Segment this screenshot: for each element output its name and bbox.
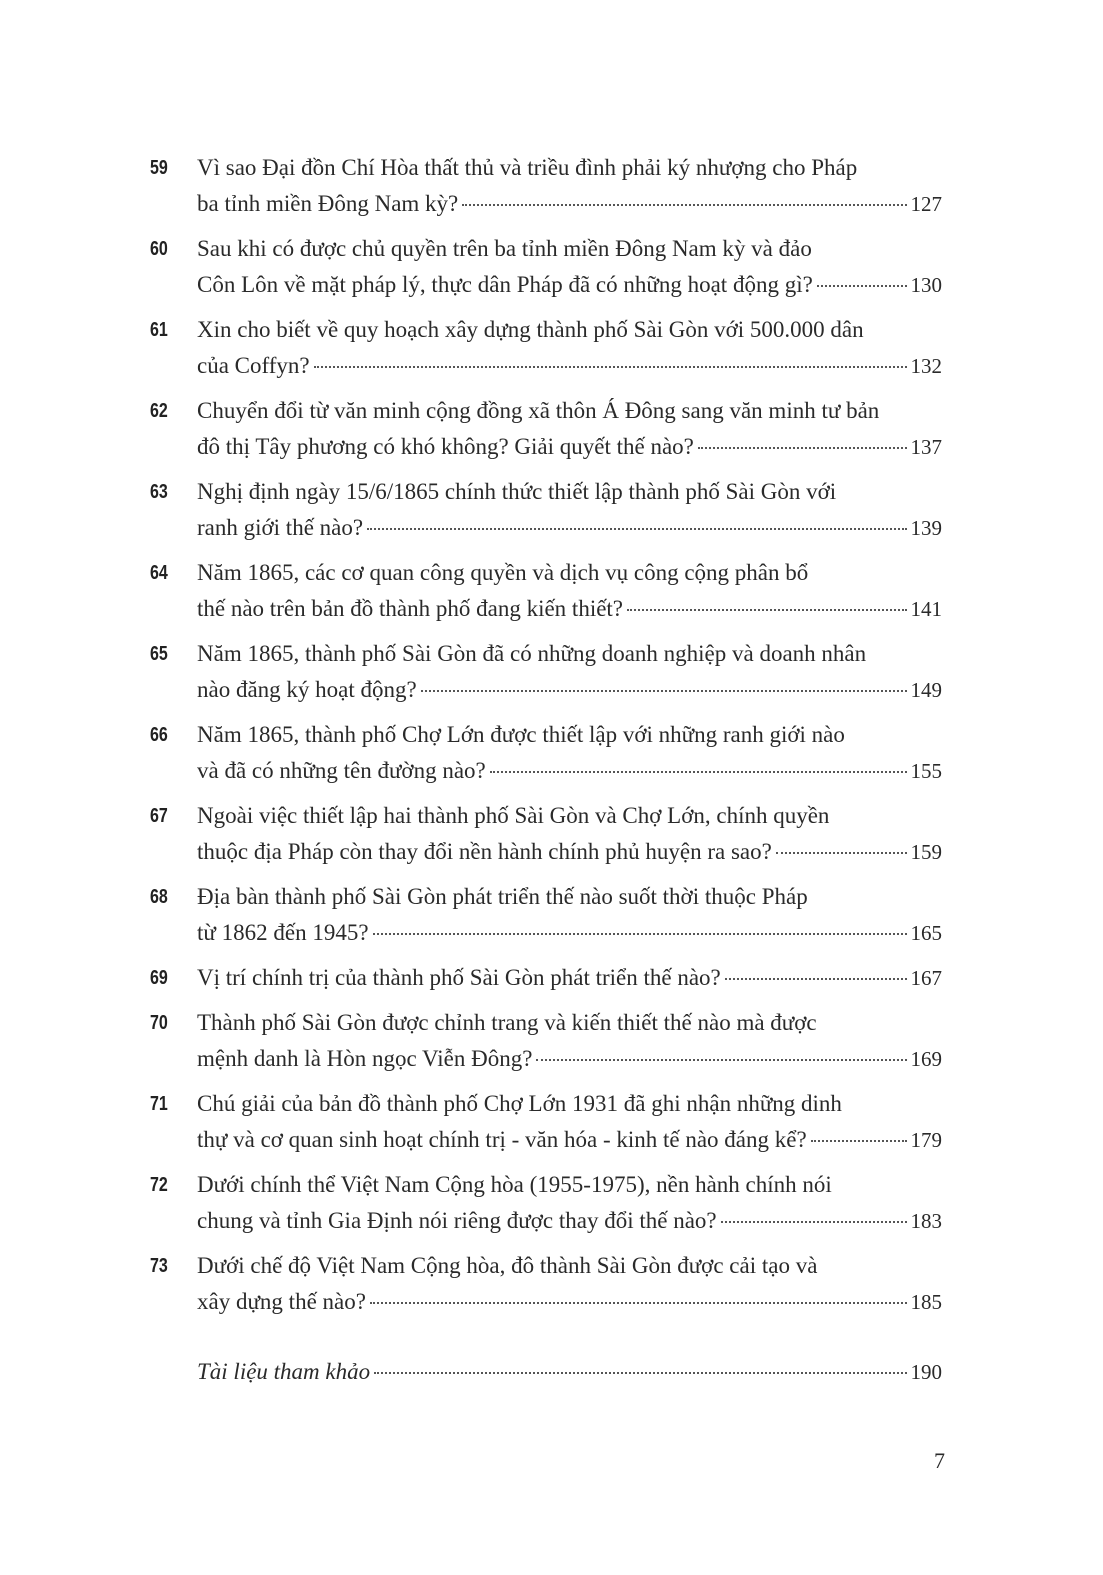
dot-leader [627,609,906,611]
entry-number: 67 [150,805,168,827]
toc-entry [150,717,942,789]
entry-page: 165 [910,921,942,945]
dot-leader [725,978,907,980]
entry-number: 72 [150,1174,168,1196]
toc-entry [150,1005,942,1077]
entry-number: 71 [150,1093,168,1115]
entry-title-line: Chuyển đổi từ văn minh cộng đồng xã thôn Á Đông sang văn minh tư bản [197,398,880,423]
entry-number: 65 [150,643,168,665]
entry-number: 59 [150,157,168,179]
entry-title-line: Ngoài việc thiết lập hai thành phố Sài Gòn và Chợ Lớn, chính quyền [197,803,830,828]
dot-leader [536,1059,906,1061]
entry-number: 68 [150,886,168,908]
entry-title-line: đô thị Tây phương có khó không? Giải quyết thế nào? [197,434,694,459]
entry-title-line: Năm 1865, thành phố Sài Gòn đã có những doanh nghiệp và doanh nhân [197,641,867,666]
entry-title-line: Địa bàn thành phố Sài Gòn phát triển thế nào suốt thời thuộc Pháp [197,884,808,909]
entry-number: 69 [150,967,168,989]
toc-entry [150,150,942,222]
entry-page: 130 [910,273,942,297]
entry-number: 73 [150,1255,168,1277]
entry-page: 159 [910,840,942,864]
toc-entry [150,636,942,708]
entry-number: 63 [150,481,168,503]
entry-number: 64 [150,562,168,584]
entry-page: 183 [910,1209,942,1233]
entry-title-line: Vị trí chính trị của thành phố Sài Gòn phát triển thế nào? [197,965,721,990]
toc-entry [150,960,942,996]
entry-title-line: Thành phố Sài Gòn được chỉnh trang và kiến thiết thế nào mà được [197,1010,817,1035]
entry-title-line: chung và tỉnh Gia Định nói riêng được thay đổi thế nào? [197,1208,717,1233]
dot-leader [370,1302,907,1304]
toc-entry [150,555,942,627]
page-number: 7 [934,1448,945,1473]
references-entry [197,1354,942,1390]
toc-entry [150,1167,942,1239]
entry-number: 61 [150,319,168,341]
dot-leader [421,690,907,692]
entry-title-line: Sau khi có được chủ quyền trên ba tỉnh miền Đông Nam kỳ và đảo [197,236,812,261]
toc-entry [150,798,942,870]
toc-entry [150,312,942,384]
toc-entry [150,879,942,951]
dot-leader [373,933,907,935]
entry-page: 139 [910,516,942,540]
entry-title-line: Côn Lôn về mặt pháp lý, thực dân Pháp đã có những hoạt động gì? [197,272,813,297]
references-page: 190 [910,1360,942,1384]
dot-leader [817,285,907,287]
entry-title-line: xây dựng thế nào? [197,1289,366,1314]
entry-title-line: Dưới chính thể Việt Nam Cộng hòa (1955-1975), nền hành chính nói [197,1172,832,1197]
dot-leader [490,771,907,773]
dot-leader [721,1221,907,1223]
entry-title-line: thuộc địa Pháp còn thay đổi nền hành chính phủ huyện ra sao? [197,839,772,864]
entry-number: 62 [150,400,168,422]
toc-entry [150,231,942,303]
toc-entry [150,1248,942,1320]
entry-title-line: nào đăng ký hoạt động? [197,677,417,702]
toc-entry [150,474,942,546]
entry-page: 185 [910,1290,942,1314]
entry-page: 149 [910,678,942,702]
entry-title-line: Năm 1865, các cơ quan công quyền và dịch vụ công cộng phân bổ [197,560,809,585]
dot-leader [314,366,907,368]
entry-page: 141 [910,597,942,621]
dot-leader [698,447,907,449]
entry-title-line: ranh giới thế nào? [197,515,364,540]
table-of-contents [150,150,942,1329]
entry-number: 60 [150,238,168,260]
entry-title-line: của Coffyn? [197,353,310,378]
entry-title-line: thự và cơ quan sinh hoạt chính trị - văn hóa - kinh tế nào đáng kể? [197,1127,807,1152]
toc-entry [150,393,942,465]
entry-page: 169 [910,1047,942,1071]
entry-title-line: Dưới chế độ Việt Nam Cộng hòa, đô thành Sài Gòn được cải tạo và [197,1253,818,1278]
entry-page: 179 [910,1128,942,1152]
entry-title-line: Xin cho biết về quy hoạch xây dựng thành phố Sài Gòn với 500.000 dân [197,317,864,342]
entry-title-line: mệnh danh là Hòn ngọc Viễn Đông? [197,1046,533,1071]
entry-page: 167 [910,966,942,990]
dot-leader [776,852,907,854]
entry-title-line: Vì sao Đại đồn Chí Hòa thất thủ và triều đình phải ký nhượng cho Pháp [197,155,858,180]
entry-number: 66 [150,724,168,746]
entry-title-line: Chú giải của bản đồ thành phố Chợ Lớn 1931 đã ghi nhận những dinh [197,1091,842,1116]
entry-number: 70 [150,1012,168,1034]
entry-page: 127 [910,192,942,216]
entry-title-line: Năm 1865, thành phố Chợ Lớn được thiết lập với những ranh giới nào [197,722,845,747]
entry-title-line: ba tỉnh miền Đông Nam kỳ? [197,191,459,216]
entry-title-line: từ 1862 đến 1945? [197,920,369,945]
entry-title-line: Nghị định ngày 15/6/1865 chính thức thiết lập thành phố Sài Gòn với [197,479,837,504]
entry-title-line: và đã có những tên đường nào? [197,758,486,783]
dot-leader [811,1140,907,1142]
entry-page: 155 [910,759,942,783]
references-label: Tài liệu tham khảo [197,1359,371,1384]
toc-entry [150,1086,942,1158]
entry-page: 132 [910,354,942,378]
dot-leader [462,204,906,206]
entry-title-line: thế nào trên bản đồ thành phố đang kiến thiết? [197,596,624,621]
dot-leader [374,1372,906,1374]
dot-leader [367,528,906,530]
entry-page: 137 [910,435,942,459]
